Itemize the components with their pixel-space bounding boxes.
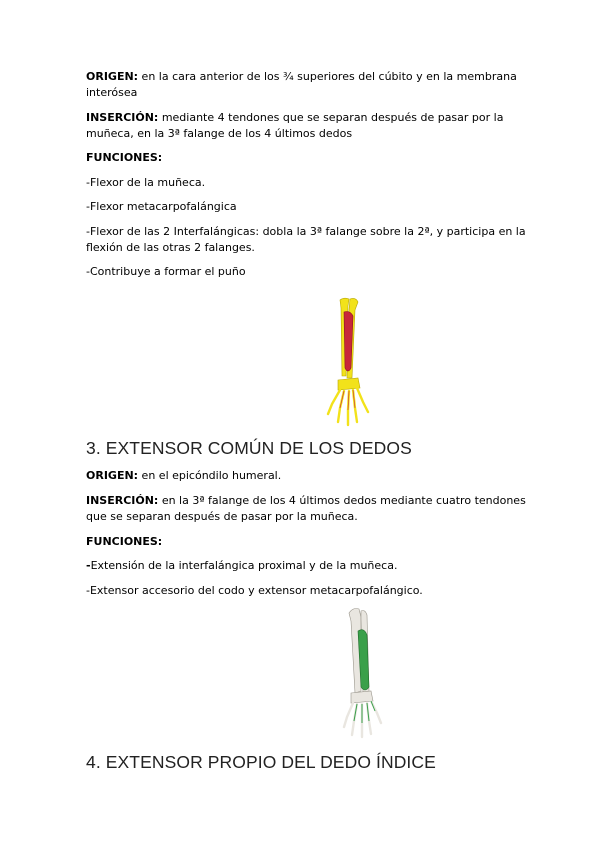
insercion-paragraph	[86, 110, 526, 142]
origen-label: ORIGEN:	[86, 70, 139, 83]
funcion-item	[86, 558, 526, 574]
insercion-text: en la 3ª falange de los 4 últimos dedos mediante cuatro tendones que se separan después de pasar por la muñeca.	[86, 494, 526, 523]
origen-text: en el epicóndilo humeral.	[138, 469, 282, 482]
forearm-extensor-figure	[337, 607, 387, 739]
funciones-label: FUNCIONES:	[86, 151, 163, 164]
funcion-item: -Flexor de las 2 Interfalángicas: dobla la 3ª falange sobre la 2ª, y participa en la flexión de las otras 2 falanges.	[86, 225, 526, 254]
funcion-text: Extensión de la interfalángica proximal y de la muñeca.	[90, 559, 398, 572]
insercion-text: mediante 4 tendones que se separan después de pasar por la muñeca, en la 3ª falange de los 4 últimos dedos	[86, 111, 504, 140]
funcion-item: -Flexor de la muñeca.	[86, 176, 206, 189]
insercion-paragraph	[86, 493, 526, 525]
section-title: 4. EXTENSOR PROPIO DEL DEDO ÍNDICE	[86, 752, 436, 772]
insercion-label: INSERCIÓN:	[86, 494, 159, 507]
funciones-label: FUNCIONES:	[86, 535, 163, 548]
origen-text: en la cara anterior de los ¾ superiores del cúbito y en la membrana interósea	[86, 70, 517, 99]
forearm-flexor-figure	[320, 296, 380, 428]
funciones-heading	[86, 534, 526, 550]
origen-paragraph	[86, 468, 526, 484]
funcion-item: -Contribuye a formar el puño	[86, 265, 246, 278]
funcion-dash: -	[86, 559, 91, 572]
origen-paragraph	[86, 69, 526, 101]
funcion-item: -Extensor accesorio del codo y extensor metacarpofalángico.	[86, 584, 423, 597]
origen-label: ORIGEN:	[86, 469, 139, 482]
section-title: 3. EXTENSOR COMÚN DE LOS DEDOS	[86, 438, 412, 458]
insercion-label: INSERCIÓN:	[86, 111, 159, 124]
funcion-item: -Flexor metacarpofalángica	[86, 200, 237, 213]
funciones-heading	[86, 150, 526, 166]
